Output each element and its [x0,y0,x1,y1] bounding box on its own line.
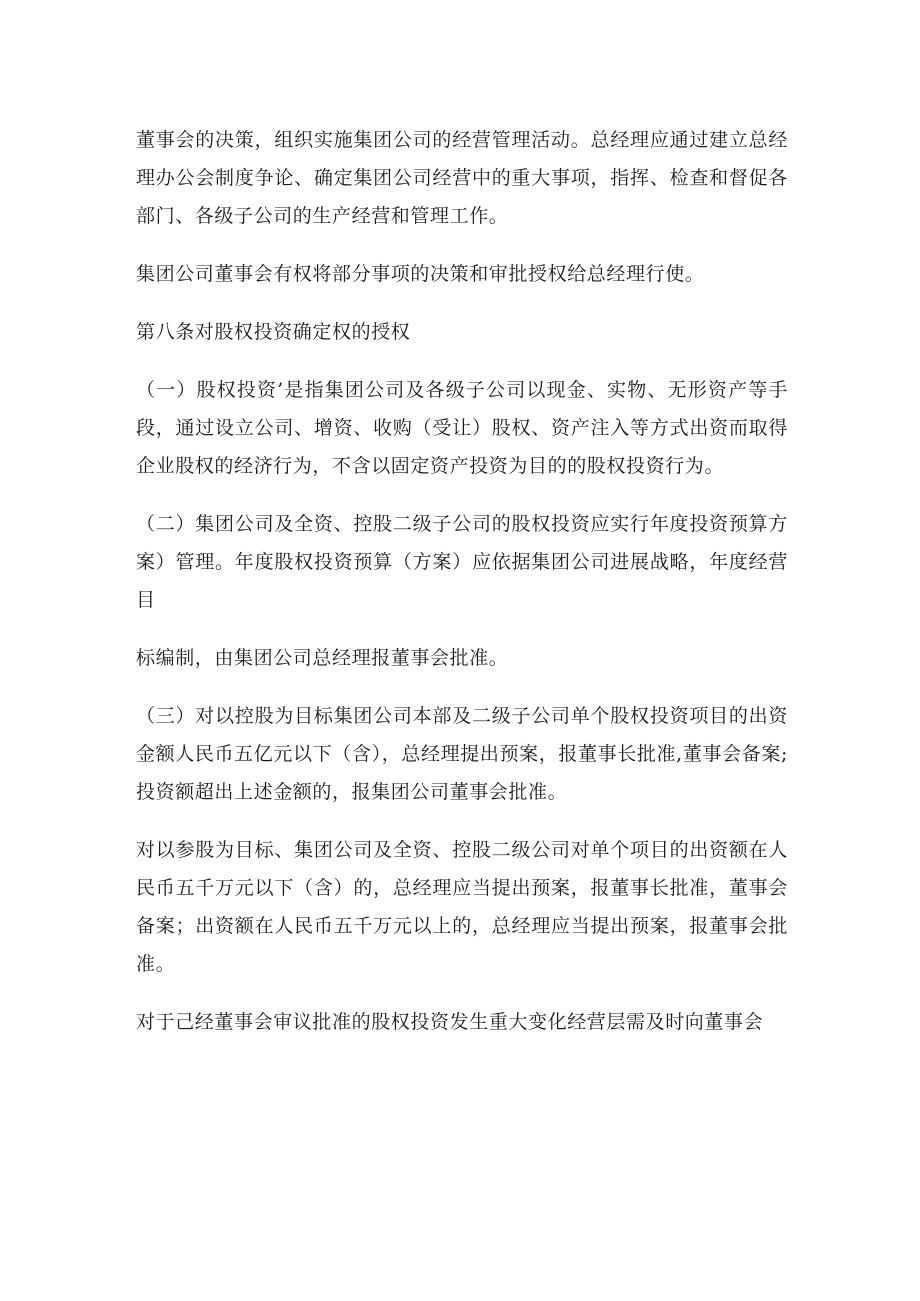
paragraph-minority-investment: 对以参股为目标、集团公司及全资、控股二级公司对单个项目的出资额在人民币五千万元以下（含）的，总经理应当提出预案，报董事长批准，董事会备案；出资额在人民币五千万元以上的，总经理应当提出预案，报董事会批准。 [136,839,788,975]
document-body [136,121,788,1061]
paragraph-major-changes: 对于己经董事会审议批准的股权投资发生重大变化经营层需及时向董事会 [136,1011,764,1033]
paragraph-clause-two: （二）集团公司及全资、控股二级子公司的股权投资应实行年度投资预算方案）管理。年度股权投资预算（方案）应依据集团公司进展战略，年度经营目 [136,513,788,611]
paragraph-clause-three: （三）对以控股为目标集团公司本部及二级子公司单个股权投资项目的出资金额人民币五亿元以下（含），总经理提出预案，报董事长批准,董事会备案;投资额超出上述金额的，报集团公司董事会批准。 [136,705,788,803]
article-eight-heading: 第八条对股权投资确定权的授权 [136,321,411,343]
paragraph-clause-one: （一）股权投资’是指集团公司及各级子公司以现金、实物、无形资产等手段，通过设立公司、增资、收购（受让）股权、资产注入等方式出资而取得企业股权的经济行为，不含以固定资产投资为目的的股权投资行为。 [136,379,788,477]
paragraph-clause-two-continued: 标编制，由集团公司总经理报董事会批准。 [136,647,509,669]
paragraph-board-decision: 董事会的决策，组织实施集团公司的经营管理活动。总经理应通过建立总经理办公会制度争论、确定集团公司经营中的重大事项，指挥、检查和督促各部门、各级子公司的生产经营和管理工作。 [136,129,788,227]
paragraph-authorization: 集团公司董事会有权将部分事项的决策和审批授权给总经理行使。 [136,263,705,285]
